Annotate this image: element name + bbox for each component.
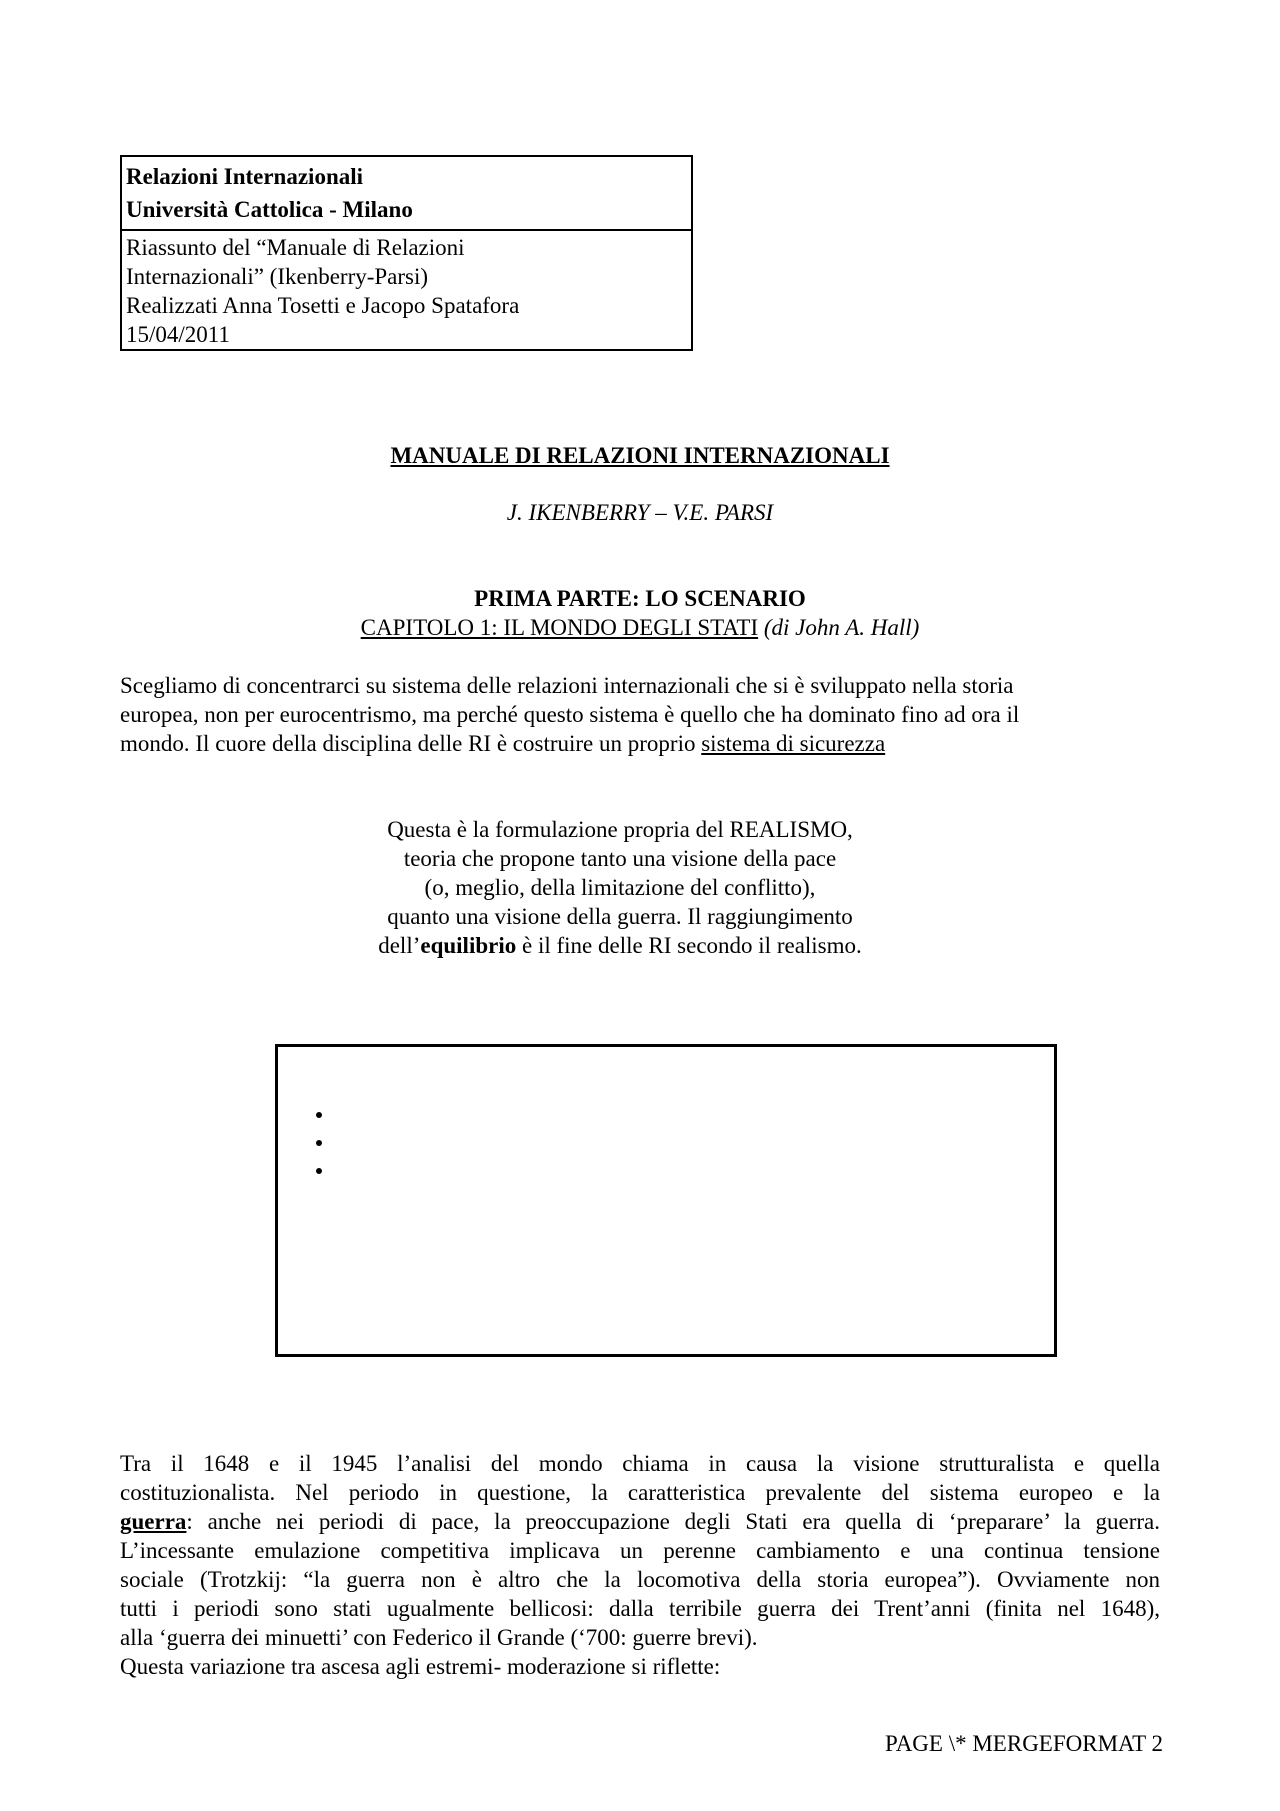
quote-line: quanto una visione della guerra. Il raggiungimento xyxy=(387,904,853,929)
security-system-term: sistema di sicurezza xyxy=(701,731,886,756)
page-footer: PAGE \* MERGEFORMAT 2 xyxy=(885,1731,1163,1756)
document-title: MANUALE DI RELAZIONI INTERNAZIONALI xyxy=(390,443,890,468)
chapter-author: (di John A. Hall) xyxy=(763,615,920,640)
intro-paragraph xyxy=(120,671,1160,758)
history-line: costituzionalista. Nel periodo in questione, la caratteristica prevalente del sistema europeo e la xyxy=(120,1480,1160,1505)
history-line: Questa variazione tra ascesa agli estremi- moderazione si riflette: xyxy=(120,1654,721,1679)
history-line: L’incessante emulazione competitiva implicava un perenne cambiamento e una continua tensione xyxy=(120,1538,1160,1563)
quote-line: (o, meglio, della limitazione del conflitto), xyxy=(424,875,816,900)
history-line: tutti i periodi sono stati ugualmente bellicosi: dalla terribile guerra dei Trent’anni (finita nel 1648), xyxy=(120,1596,1160,1621)
course-name: Relazioni Internazionali xyxy=(126,164,364,189)
summary-desc-line1: Riassunto del “Manuale di Relazioni xyxy=(126,235,465,260)
intro-line: Scegliamo di concentrarci su sistema delle relazioni internazionali che si è sviluppato nella storia xyxy=(120,673,1014,698)
header-title-section xyxy=(122,157,691,231)
part-title: PRIMA PARTE: LO SCENARIO xyxy=(474,586,806,611)
university-name: Università Cattolica - Milano xyxy=(126,197,413,222)
bullet-point xyxy=(316,1112,322,1118)
quote-text: è il fine delle RI secondo il realismo. xyxy=(516,933,862,958)
equilibrium-term: equilibrio xyxy=(420,933,517,958)
history-text: : anche nei periodi di pace, la preoccupazione degli Stati era quella di ‘preparare’ la guerra. xyxy=(186,1509,1160,1534)
quote-text: dell’ xyxy=(378,933,421,958)
history-paragraph xyxy=(120,1449,1160,1681)
document-authors: J. IKENBERRY – V.E. PARSI xyxy=(506,500,774,525)
empty-bullet-box xyxy=(275,1044,1057,1357)
chapter-heading xyxy=(0,613,1280,642)
summary-date: 15/04/2011 xyxy=(126,322,230,347)
bullet-list xyxy=(316,1112,322,1196)
quote-line: Questa è la formulazione propria del REALISMO, xyxy=(387,817,853,842)
bullet-point xyxy=(316,1168,322,1174)
bullet-point xyxy=(316,1140,322,1146)
document-header-box xyxy=(120,155,693,351)
intro-line: europea, non per eurocentrismo, ma perché questo sistema è quello che ha dominato fino ad ora il xyxy=(120,702,1020,727)
history-line: Tra il 1648 e il 1945 l’analisi del mondo chiama in causa la visione strutturalista e quella xyxy=(120,1451,1160,1476)
quote-line xyxy=(300,931,940,960)
header-description-section xyxy=(122,231,691,349)
intro-line xyxy=(120,729,1160,758)
realism-quote xyxy=(300,815,940,960)
quote-line: teoria che propone tanto una visione della pace xyxy=(403,846,837,871)
summary-authors: Realizzati Anna Tosetti e Jacopo Spatafora xyxy=(126,293,520,318)
summary-desc-line2: Internazionali” (Ikenberry-Parsi) xyxy=(126,264,429,289)
history-line xyxy=(120,1507,1160,1536)
history-line: sociale (Trotzkij: “la guerra non è altro che la locomotiva della storia europea”). Ovviamente non xyxy=(120,1567,1160,1592)
intro-text: mondo. Il cuore della disciplina delle RI è costruire un proprio xyxy=(120,731,702,756)
history-line: alla ‘guerra dei minuetti’ con Federico il Grande (‘700: guerre brevi). xyxy=(120,1625,758,1650)
chapter-title: CAPITOLO 1: IL MONDO DEGLI STATI xyxy=(360,615,759,640)
war-term: guerra xyxy=(120,1509,187,1534)
